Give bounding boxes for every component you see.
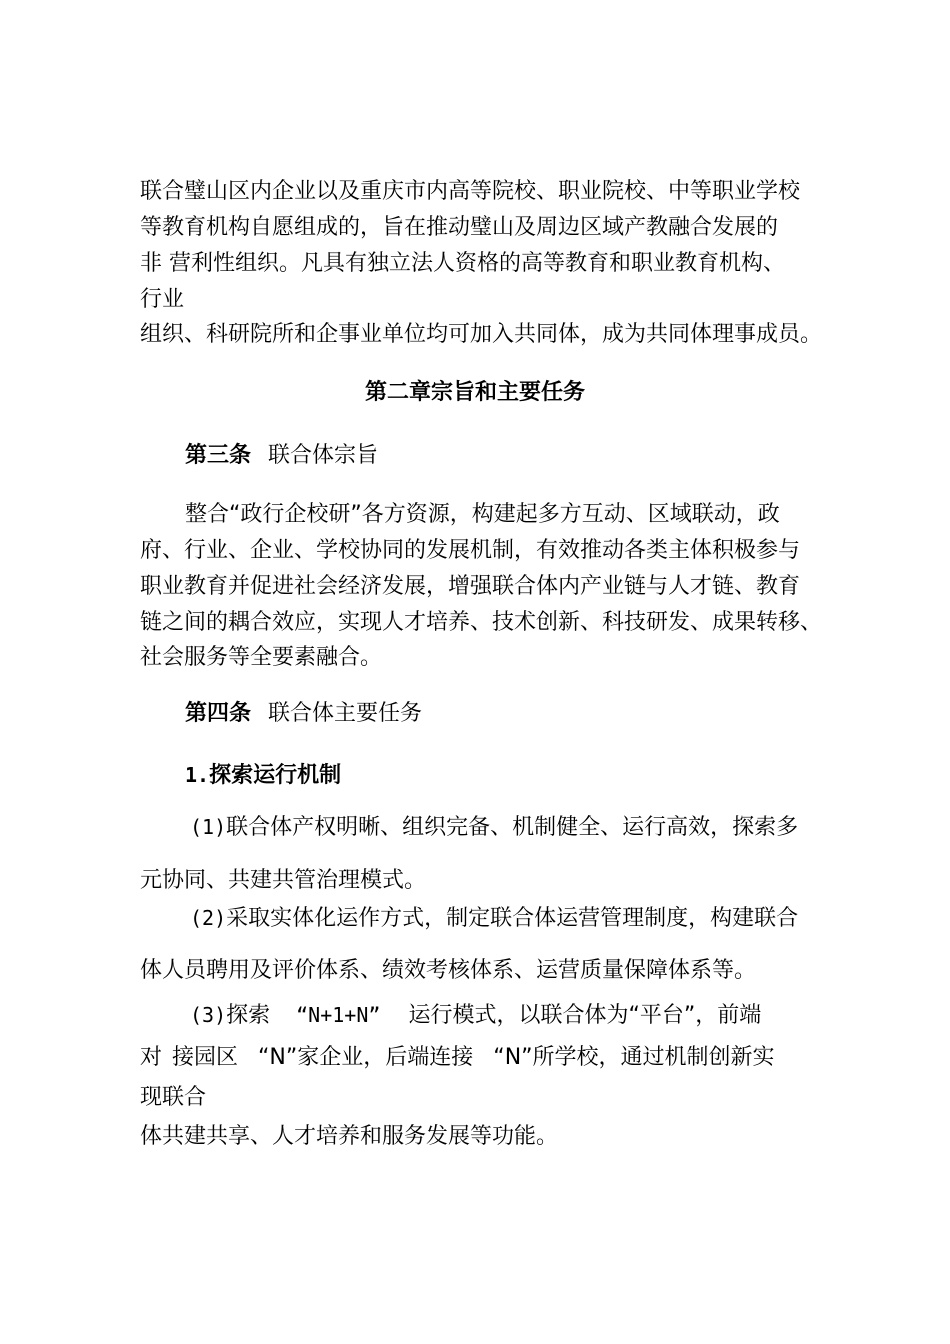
chapter-title: 第二章宗旨和主要任务: [364, 380, 585, 405]
item-2-line-2: 体人员聘用及评价体系、绩效考核体系、运营质量保障体系等。: [140, 958, 757, 983]
item-3-line-4: 体共建共享、人才培养和服务发展等功能。: [140, 1124, 559, 1149]
article-3-title: 联合体宗旨: [268, 443, 379, 468]
article-3-line-5: 社会服务等全要素融合。: [140, 645, 383, 670]
item-1-number: (1): [190, 815, 227, 839]
item-3-line-1: [190, 1000, 761, 1031]
section-1-heading: [185, 760, 341, 791]
item-1-text: 联合体产权明晰、组织完备、机制健全、运行高效，探索多: [226, 815, 799, 840]
item-3-text-f: “N”家企业，后端连接: [258, 1045, 474, 1070]
item-3-model: “N+1+N”: [296, 1003, 381, 1027]
item-3-text-a: 探索: [226, 1003, 271, 1028]
section-1-number: 1.: [185, 763, 210, 787]
item-2-line-1: [190, 903, 798, 934]
intro-line-3: 非 营利性组织。凡具有独立法人资格的高等教育和职业教育机构、: [140, 251, 785, 276]
article-4-label: 第四条: [185, 701, 252, 726]
article-3-line-2: 府、行业、企业、学校协同的发展机制，有效推动各类主体积极参与: [140, 538, 801, 563]
intro-line-2: 等教育机构自愿组成的，旨在推动璧山及周边区域产教融合发展的: [140, 215, 779, 240]
article-3-line-3: 职业教育并促进社会经济发展，增强联合体内产业链与人才链、教育: [140, 574, 801, 599]
item-2-text: 采取实体化运作方式，制定联合体运营管理制度，构建联合: [226, 906, 799, 931]
article-3-label: 第三条: [185, 443, 252, 468]
article-4-heading: [185, 699, 422, 729]
intro-line-4: 行业: [140, 287, 185, 312]
item-1-line-2: 元协同、共建共管治理模式。: [140, 868, 427, 893]
article-3-heading: [185, 441, 378, 471]
article-3-line-1: 整合“政行企校研”各方资源，构建起多方互动、区域联动，政: [185, 502, 780, 527]
item-3-text-e: 接园区: [172, 1045, 239, 1070]
article-3-line-4: 链之间的耦合效应，实现人才培养、技术创新、科技研发、成果转移、: [140, 610, 823, 635]
intro-line-1: 联合璧山区内企业以及重庆市内高等院校、职业院校、中等职业学校: [140, 179, 801, 204]
item-3-text-c: 运行模式，以联合体为“平台”，前端: [408, 1003, 762, 1028]
intro-line-5: 组织、科研院所和企事业单位均可加入共同体，成为共同体理事成员。: [140, 322, 823, 347]
item-3-text-g: “N”所学校，通过机制创新实: [493, 1045, 775, 1070]
item-3-text-d: 对: [140, 1045, 163, 1070]
item-1-line-1: [190, 812, 798, 843]
item-3-line-2: [140, 1043, 775, 1073]
section-1-title: 探索运行机制: [209, 763, 342, 788]
item-3-line-3: 现联合: [140, 1085, 207, 1110]
item-3-number: (3): [190, 1003, 227, 1027]
item-2-number: (2): [190, 906, 227, 930]
article-4-title: 联合体主要任务: [268, 701, 423, 726]
